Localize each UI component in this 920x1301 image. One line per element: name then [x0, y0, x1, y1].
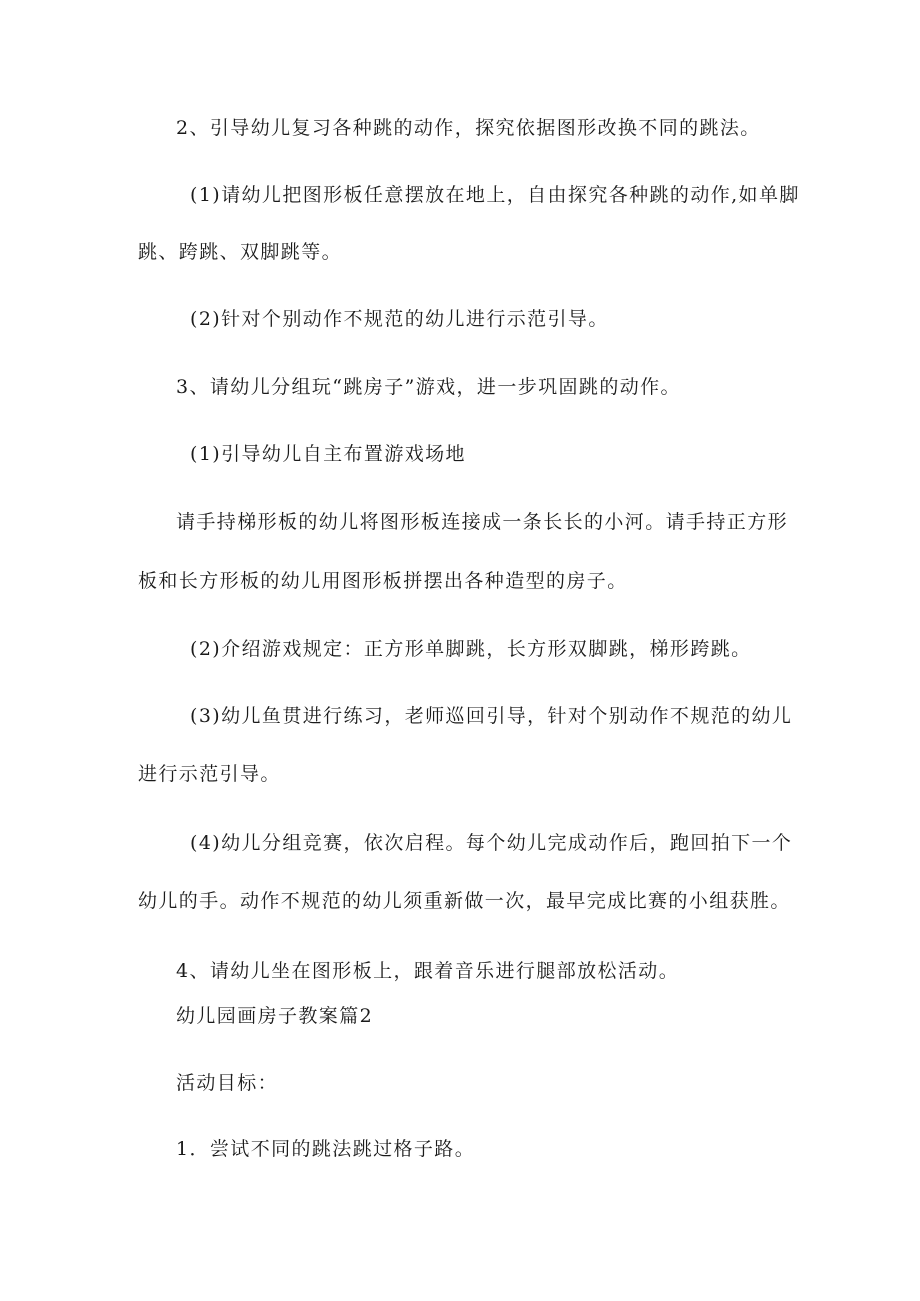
step-3-item-4-line-1: (4)幼儿分组竞赛，依次启程。每个幼儿完成动作后，跑回拍下一个 — [190, 832, 793, 854]
step-2-item-2: (2)针对个别动作不规范的幼儿进行示范引导。 — [190, 308, 609, 330]
step-4-heading: 4、请幼儿坐在图形板上，跟着音乐进行腿部放松活动。 — [176, 960, 680, 982]
step-3-paragraph-line-2: 板和长方形板的幼儿用图形板拼摆出各种造型的房子。 — [138, 570, 628, 592]
step-3-heading: 3、请幼儿分组玩“跳房子”游戏，进一步巩固跳的动作。 — [176, 376, 681, 398]
step-3-item-1: (1)引导幼儿自主布置游戏场地 — [190, 443, 466, 465]
section-title: 幼儿园画房子教案篇2 — [176, 1005, 374, 1027]
step-3-item-4-line-2: 幼儿的手。动作不规范的幼儿须重新做一次，最早完成比赛的小组获胜。 — [138, 890, 791, 912]
step-3-paragraph-line-1: 请手持梯形板的幼儿将图形板连接成一条长长的小河。请手持正方形 — [176, 511, 789, 533]
step-3-item-3-line-1: (3)幼儿鱼贯进行练习，老师巡回引导，针对个别动作不规范的幼儿 — [190, 705, 793, 727]
step-2-heading: 2、引导幼儿复习各种跳的动作，探究依据图形改换不同的跳法。 — [176, 117, 761, 139]
step-2-item-1-line-2: 跳、跨跳、双脚跳等。 — [138, 241, 343, 263]
step-3-item-2: (2)介绍游戏规定：正方形单脚跳，长方形双脚跳，梯形跨跳。 — [190, 638, 752, 660]
activity-goals-label: 活动目标： — [176, 1072, 279, 1094]
goal-item-1: 1．尝试不同的跳法跳过格子路。 — [176, 1138, 476, 1160]
step-3-item-3-line-2: 进行示范引导。 — [138, 763, 281, 785]
step-2-item-1-line-1: (1)请幼儿把图形板任意摆放在地上，自由探究各种跳的动作,如单脚 — [190, 184, 800, 206]
